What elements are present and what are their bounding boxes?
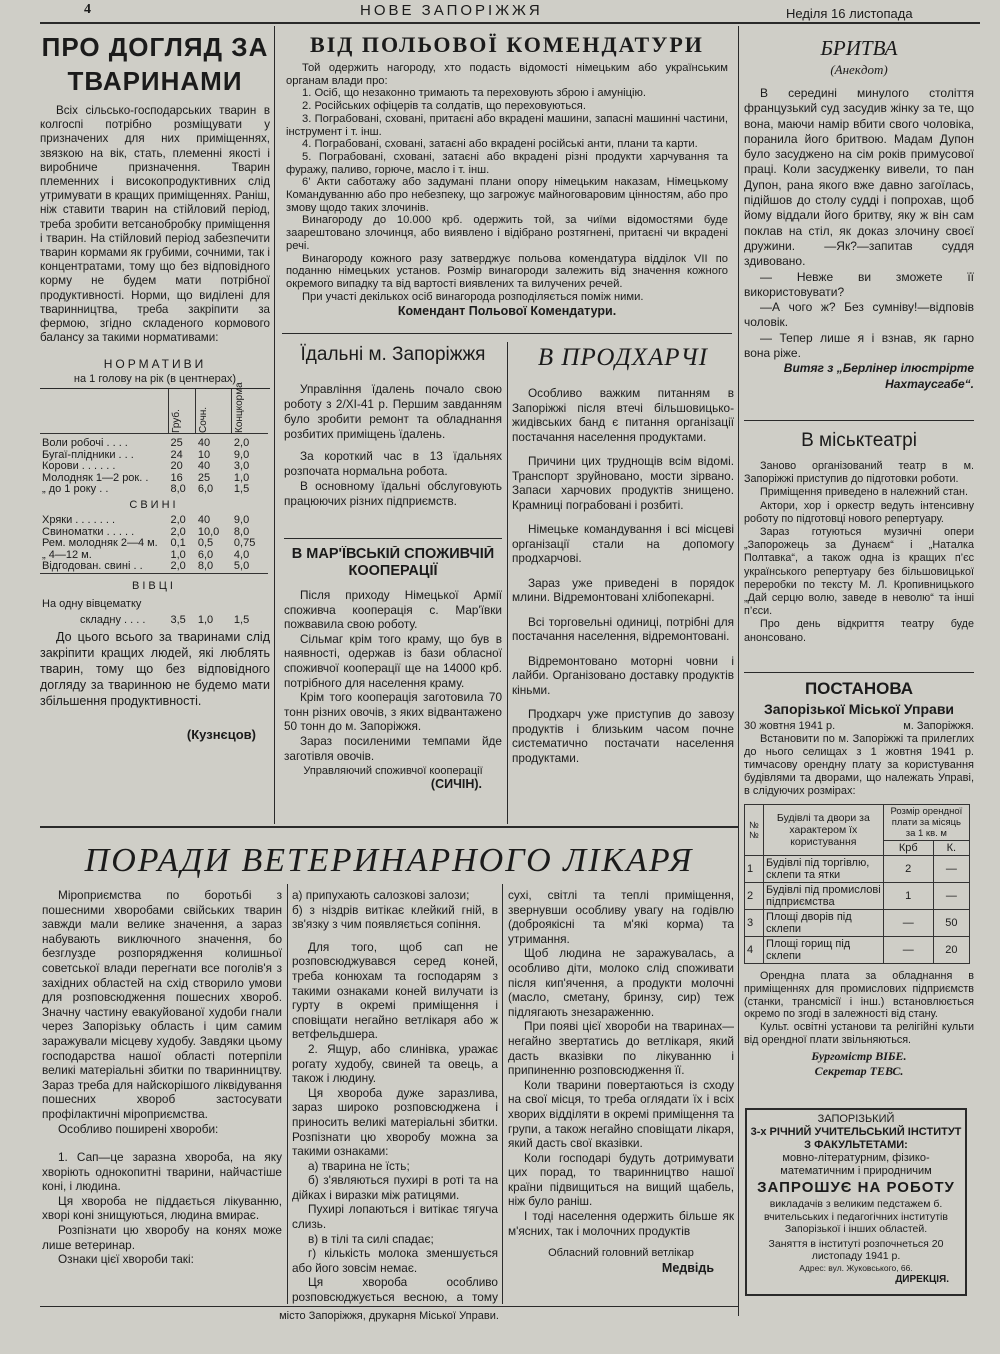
article-decree	[744, 678, 974, 1104]
list-item: 1. Осіб, що незаконно тримають та переховують зброю і амуніцію.	[302, 87, 647, 100]
column-header: Груб.	[171, 409, 182, 434]
article-text: Ця хвороба дуже заразлива, зараз широко розповсюджена і приносить великі матеріальні збитки. Розпізнати цю хворобу можна за такими ознаками:	[292, 1085, 498, 1159]
article-text: Про день відкриття театру буде анонсовано.	[744, 618, 974, 644]
imprint: місто Запоріжжя, друкарня Міської Управи.	[279, 1310, 499, 1322]
column-divider	[274, 26, 275, 824]
article-text: Крім того кооперація заготовила 70 тонн різних овочів, з яких відвантажено 50 тонн до м. Запоріжжя.	[284, 690, 502, 734]
article-text: Ознаки цієї хвороби такі:	[58, 1252, 194, 1267]
article-text: І тоді населення одержить більше як м'ясних, так і молочних продуктів	[508, 1209, 734, 1238]
section-divider	[40, 826, 738, 828]
article-razor	[744, 30, 974, 410]
article-text: Пухирі лопаються і витікає тягуча слизь.	[292, 1202, 498, 1232]
article-canteens	[284, 342, 502, 542]
article-theatre	[744, 428, 974, 668]
article-text: Продхарч уже приступив до завозу продуктів і близьким часом почне систематично постачати населення продуктами.	[512, 707, 734, 765]
ad-line: мовно-літературним, фізико-математичним і природничим	[780, 1152, 932, 1177]
article-text: За короткий час в 13 їдальнях розпочата нормальна робота.	[284, 449, 502, 478]
signature-role: Управляючий споживчої кооперації	[303, 765, 483, 778]
table-row: Корови . . . . . . 20 40 3,0	[42, 460, 250, 473]
group-title: ВІВЦІ	[132, 579, 176, 592]
article-text: Сільмаг крім того краму, що був в наявності, одержав із бази обласної споживчої кооперації ще на 14000 крб. потрібного для населення краму.	[284, 631, 502, 690]
ad-line: Заняття в інституті розпочнеться 20 листопаду 1941 р.	[768, 1237, 944, 1262]
article-text: Всіх сільсько-господарських тварин в колгоспі потрібно розміщувати у призначених для них приміщеннях, звязкою на вік, стать, племенні якості і виробниче призначення. Тварин племенних і високопродуктивних слід утримувати в кращих приміщеннях. Раніш, ніж ставити тварин на стійловий період, треба зробити ветсанобробку приміщення і тварин. На стійловий період забезпечити тварин кормами як грубими, сочними, так і концентратами, тому що без відповідного корму не будем мати потрібної продуктивності. Норми, що виділені для тваринництва, треба закріпити за фермою, згідно складеного кормового балансу за такими нормативами:	[40, 104, 270, 345]
article-text: Після приходу Німецької Армії споживча кооперація с. Мар'ївки пожвавила свою роботу.	[284, 588, 502, 632]
author: (Кузнєцов)	[186, 727, 256, 743]
article-text: Той одержить нагороду, хто подасть відомості німецьким або українським органам влади про:	[286, 62, 728, 87]
signature: Комендант Польової Комендатури.	[397, 304, 617, 319]
article-text: До цього всього за тваринами слід закріпити кращих людей, які люблять тварин, тому що без відповідного догляду за тваринною не будемо мати збільшення продуктивності.	[40, 630, 270, 709]
issue-date: Неділя 16 листопада	[786, 6, 913, 21]
table-row: Свиноматки . . . . . 2,0 10,0 8,0	[42, 525, 250, 538]
article-text: В основному їдальні обслуговують працюючих різних підприємств.	[284, 479, 502, 508]
table-row: Бугаї-плідники . . . 24 10 9,0	[42, 448, 250, 461]
ad-address: Адрес: вул. Жуковського, 66.	[799, 1262, 913, 1273]
article-text: Причини цих труднощів всім відомі. Транспорт зруйновано, мости зірвано. Запаси харчових продуктів знищено. Крамниці пограбовані і розбиті.	[512, 454, 734, 512]
article-text: Особливо поширені хвороби:	[58, 1121, 219, 1136]
norms-title: НОРМАТИВИ	[103, 357, 207, 372]
article-text: Винагороду кожного разу затверджує польова комендатура відділок VII по поданню німецьких установ. Розмір винагороди залежить від значення кожного окремого випадку та від вартості виявлених та вилучених речей.	[286, 252, 728, 290]
article-text: При появі цієї хвороби на тваринах—негайно звертатись до ветлікаря, який дасть вказівки по лікуванню і припиненню розповсюдження її.	[508, 1019, 734, 1078]
article-text: Приміщення приведено в належний стан.	[760, 486, 969, 499]
article-text: 2. Ящур, або слинівка, уражає рогату худобу, свиней та овець, а також і людину.	[292, 1041, 498, 1086]
article-text: а) припухають салозкові залози;	[292, 888, 470, 902]
article-commandant	[282, 30, 732, 330]
article-animal-care	[40, 30, 270, 826]
article-text: Орендна плата за обладнання в приміщеннях для промислових підприємств (станки, трансмісії і інш.) встановлюється окремо по згоді в залежності від стану.	[744, 970, 974, 1021]
column-header: К.	[933, 841, 969, 856]
table-row: Рем. молодняк 2—4 м. 0,1 0,5 0,75	[42, 537, 256, 550]
signature: (СИЧІН).	[430, 777, 482, 792]
article-text: Розпізнати цю хворобу на конях може лише ветеринар.	[42, 1223, 282, 1252]
article-text: — Невже ви зможете її використовувати?	[744, 269, 974, 299]
masthead: НОВЕ ЗАПОРІЖЖЯ	[360, 2, 543, 19]
ad-line: ЗАПОРІЗЬКИЙ	[817, 1113, 895, 1125]
institute-ad	[745, 1108, 967, 1296]
article-subtitle: Запорізької Міської Управи	[763, 701, 955, 717]
norms-table	[40, 382, 268, 626]
article-text: Особливо важким питанням в Запоріжжі після втечі більшовицько-жидівських банд є питання організації постачання населення продуктами.	[512, 386, 734, 444]
article-title: ПОСТАНОВА	[804, 679, 914, 698]
article-text: — Тепер лише я і взнав, як гарно вона ріже.	[744, 330, 974, 361]
article-text: 1. Сап—це заразна хвороба, на яку хворіють однокопитні тварини, найчастіше коні, і людина.	[42, 1150, 282, 1194]
list-item: 4. Пограбовані, сховані, затаєні або вкрадені російські анти, плани та карти.	[302, 138, 698, 151]
column-divider	[738, 26, 739, 1316]
table-row: складну . . . . 3,5 1,0 1,5	[80, 613, 250, 626]
row-label: На одну вівцематку	[42, 598, 142, 611]
signature: Бургомістр ВІБЕ.	[811, 1048, 907, 1063]
list-item: 5. Пограбовані, сховані, затаєні або вкрадені різні продукти харчування та фуражу, паливо, горюче, масло і т. інш.	[286, 150, 728, 176]
column-header: Розмір орендної плати за місяць за 1 кв. м	[883, 805, 969, 841]
header-rule	[40, 22, 980, 24]
decree-date: 30 жовтня 1941 р.	[744, 720, 836, 732]
article-text: Заново організований театр в м. Запоріжжі приступив до підготовки роботи.	[744, 460, 974, 486]
group-title: СВИНІ	[129, 498, 179, 511]
source: Витяг з „Берлінер ілюстрірте Нахтаусгабе“.	[783, 361, 974, 391]
article-title: Їдальні м. Запоріжжя	[300, 344, 486, 365]
table-row: „ до 1 року . . 8,0 6,0 1,5	[42, 483, 250, 496]
article-text: б) з ніздрів витікає клейкий гній, в зв'язку з чим появляється сопіння.	[292, 902, 498, 932]
column-header: Будівлі та двори за характером їх користування	[764, 805, 884, 856]
table-row: 2 Будівлі під промислові підприємства 1 —	[745, 883, 970, 910]
article-text: в) в тілі та силі спадає;	[308, 1231, 434, 1246]
article-text: Коли господарі будуть дотримувати цих порад, то тваринництво нашої країни підвищиться на вищий щабель, ніж було раніш.	[508, 1150, 734, 1209]
table-row: 4 Площі горищ під склепи — 20	[745, 937, 970, 964]
article-text: —А чого ж? Без сумніву!—відповів чоловік.	[744, 300, 974, 330]
article-text: Актори, хор і оркестр ведуть інтенсивну роботу по підготовці нового репертуару.	[744, 499, 974, 525]
article-title: В ПРОДХАРЧІ	[537, 344, 709, 371]
table-row: Хряки . . . . . . . 2,0 40 9,0	[42, 514, 250, 527]
article-text: Управління їдалень почало свою роботу з 2/ХІ-41 р. Першим завданням було зробити ремонт та обладнання розбитих приміщень їдалень.	[284, 382, 502, 441]
article-title: ПРО ДОГЛЯД ЗА ТВАРИНАМИ	[41, 32, 269, 96]
article-text: Ця хвороба не піддається лікуванню, хворі коні знищуються, людина вмирає.	[42, 1193, 282, 1223]
section-divider	[282, 333, 732, 334]
norms-subtitle: на 1 голову на рік (в центнерах)	[73, 373, 237, 386]
ad-line: 3-х РІЧНИЙ УЧИТЕЛЬСЬКИЙ ІНСТИТУТ З ФАКУЛЬТЕТАМИ:	[750, 1126, 962, 1151]
column-divider	[507, 342, 508, 824]
article-title: ПОРАДИ ВЕТЕРИНАРНОГО ЛІКАРЯ	[84, 842, 694, 879]
vet-column-1	[42, 888, 282, 1304]
table-row: Молодняк 1—2 рок. . 16 25 1,0	[42, 471, 250, 484]
article-text: Зараз готуються музичні опери „Запорожець за Дунаєм“ і „Наталка Полтавка“, а також одна із кращих п’єс українського репертуару без більшовицької переробки по тексту М. Л. Кропивницького „Дай серцю волю, заведе в неволю“ та інші п’єси.	[744, 526, 974, 618]
table-row: Відгодован. свині . . 2,0 8,0 5,0	[42, 560, 250, 573]
footer-rule	[40, 1306, 738, 1307]
article-text: Німецьке командування і всі місцеві організації стали на допомогу продхарчові.	[512, 522, 734, 565]
article-text: Зараз уже приведені в порядок млини. Відремонтовані хлібопекарні.	[512, 575, 734, 604]
vet-column-3	[508, 888, 734, 1304]
article-text: Для того, щоб сап не розповсюджувався серед коней, треба конюхам та господарям з такими ознаками коней вилучати із гурту в окремі приміщення і сповіщати негайно ветлікаря або ж ветфельдшера.	[292, 939, 498, 1042]
table-row: „ 4—12 м. 1,0 6,0 4,0	[42, 548, 250, 561]
article-text: а) тварина не їсть;	[308, 1158, 410, 1173]
article-title: В міськтеатрі	[801, 430, 917, 451]
article-text: При участі декількох осіб винагорода розподіляється поміж ними.	[302, 290, 644, 303]
ad-line: викладачів з великим педстажем б. вчительських і педагогічних інститутів Запорізької і інших областей.	[764, 1198, 948, 1235]
article-text: б) з'являються пухирі в роті та на дійках і виразки між ратицями.	[292, 1173, 498, 1202]
column-header: Концкорма	[234, 382, 246, 434]
table-row: 3 Площі дворів під склепи — 50	[745, 910, 970, 937]
article-title: ВІД ПОЛЬОВОЇ КОМЕНДАТУРИ	[310, 32, 704, 57]
signature-role: Обласний головний ветлікар	[548, 1247, 694, 1260]
article-title: БРИТВА	[820, 36, 898, 60]
ad-signature: ДИРЕКЦІЯ.	[895, 1273, 949, 1285]
article-title: В МАР'ЇВСЬКІЙ СПОЖИВЧІЙ КООПЕРАЦІЇ	[291, 546, 495, 579]
column-header: №№	[745, 805, 764, 856]
signature: Медвідь	[661, 1260, 714, 1275]
column-divider	[287, 884, 288, 1304]
article-text: Ця хвороба особливо розповсюджується весною, а тому	[292, 1275, 498, 1304]
article-text: Коли тварини повертаються із сходу на свої місця, то треба оглядати їх і всіх хворих відділяти в окремі приміщення та групи, а також негайно сповіщати лікаря, який дасть свої вказівки.	[508, 1077, 734, 1151]
list-item: 6’ Акти саботажу або задумані плани опору німецьким наказам, Німецькому Командуванню або про небезпеку, що загрожує майноговаровим цінностям, або про змову щодо таких злочинів.	[286, 176, 728, 214]
article-cooperative	[284, 546, 502, 824]
list-item: 3. Пограбовані, сховані, притаєні або вкрадені машини, запасні машинні частини, інструмент і т. інш.	[286, 112, 728, 138]
list-item: 2. Російських офіцерів та солдатів, що переховуються.	[302, 100, 586, 113]
article-text: Встановити по м. Запоріжжі та прилеглих до нього селищах з 1 жовтня 1941 р. тимчасову орендну плату за користування будівлями та дворами, що належать Управі, в слідуючих розмірах:	[744, 733, 974, 797]
signature: Секретар ТЕВС.	[814, 1063, 904, 1078]
article-text: В середині минулого століття французький суд засудив жінку за те, що вона, маючи намір вбити свого чоловіка, поранила його бритвою. Мадам Дупон було засуджено на сім років примусової праці. Коли засудженку вивели, то пан Дупон, рана якого вже давно загоїлась, підійшов до столу судді і попрохав, щоб йому віддали його бритву, яку ж він сам поклав на стіл, як доказ злочину своєї дружини. —Як?—запитав суддя здивовано.	[744, 86, 974, 269]
table-row: 1 Будівлі під торгівлю, склепи та ятки 2 —	[745, 856, 970, 883]
rent-table	[744, 804, 970, 964]
article-text: Міроприємства по боротьбі з пошесними хворобами свійських тварин завжди мали велике значення, а зараз набувають виключного значення, бо безглузде розпорядження колишньої советської влади перегнати все поголів'я з західних областей на схід створило умови для розповсюдження пошесних хвороб. Значну частину евакуйованої худоби гнали через Запорізьку область і цим самим заражували місцеву худобу. Завдяки цьому господарства нашої області потерпіли великі матеріальні збитки по тваринництву. Зараз треба для найскорішого ліквідування пошесних хвороб застосувати профілактичні міроприємства.	[42, 888, 282, 1121]
page-number: 4	[84, 2, 91, 17]
article-subtitle: (Анекдот)	[830, 62, 888, 77]
article-text: сухі, світлі та теплі приміщення, звернувши особливу увагу на годівлю (доброякісні та м'які корма) та утримання.	[508, 888, 734, 946]
article-text: Винагороду до 10.000 крб. одержить той, за чиїми відомостями буде заарештовано злочинця, або виявлено і відібрано розтягнені, притаєні чи вкрадені речі.	[286, 214, 728, 252]
article-text: Зараз посиленими темпами йде заготівля овочів.	[284, 733, 502, 763]
article-text: Культ. освітні установи та релігійні культи від орендної плати звільняються.	[744, 1021, 974, 1046]
ad-headline: ЗАПРОШУЄ НА РОБОТУ	[757, 1179, 955, 1196]
column-header: Сочн.	[198, 407, 210, 434]
column-divider	[502, 884, 503, 1304]
table-row: Воли робочі . . . . 25 40 2,0	[42, 437, 250, 450]
article-text: Відремонтовано моторні човни і лайби. Організовано доставку продуктів кіньми.	[512, 653, 734, 697]
article-text: г) кількість молока зменшується або його зовсім немає.	[292, 1246, 498, 1275]
column-header: Крб	[883, 841, 933, 856]
article-food-supply	[512, 342, 734, 824]
vet-column-2	[292, 888, 498, 1304]
article-text: Щоб людина не заражувалась, а особливо діти, молоко слід споживати після кип'ячення, а продукти молочні (масло, сметану, бринзу, сир) теж підлягають знезараженню.	[508, 946, 734, 1019]
decree-place: м. Запоріжжя.	[903, 720, 974, 732]
article-text: Всі торговельні одиниці, потрібні для постачання населення, відремонтовані.	[512, 614, 734, 643]
